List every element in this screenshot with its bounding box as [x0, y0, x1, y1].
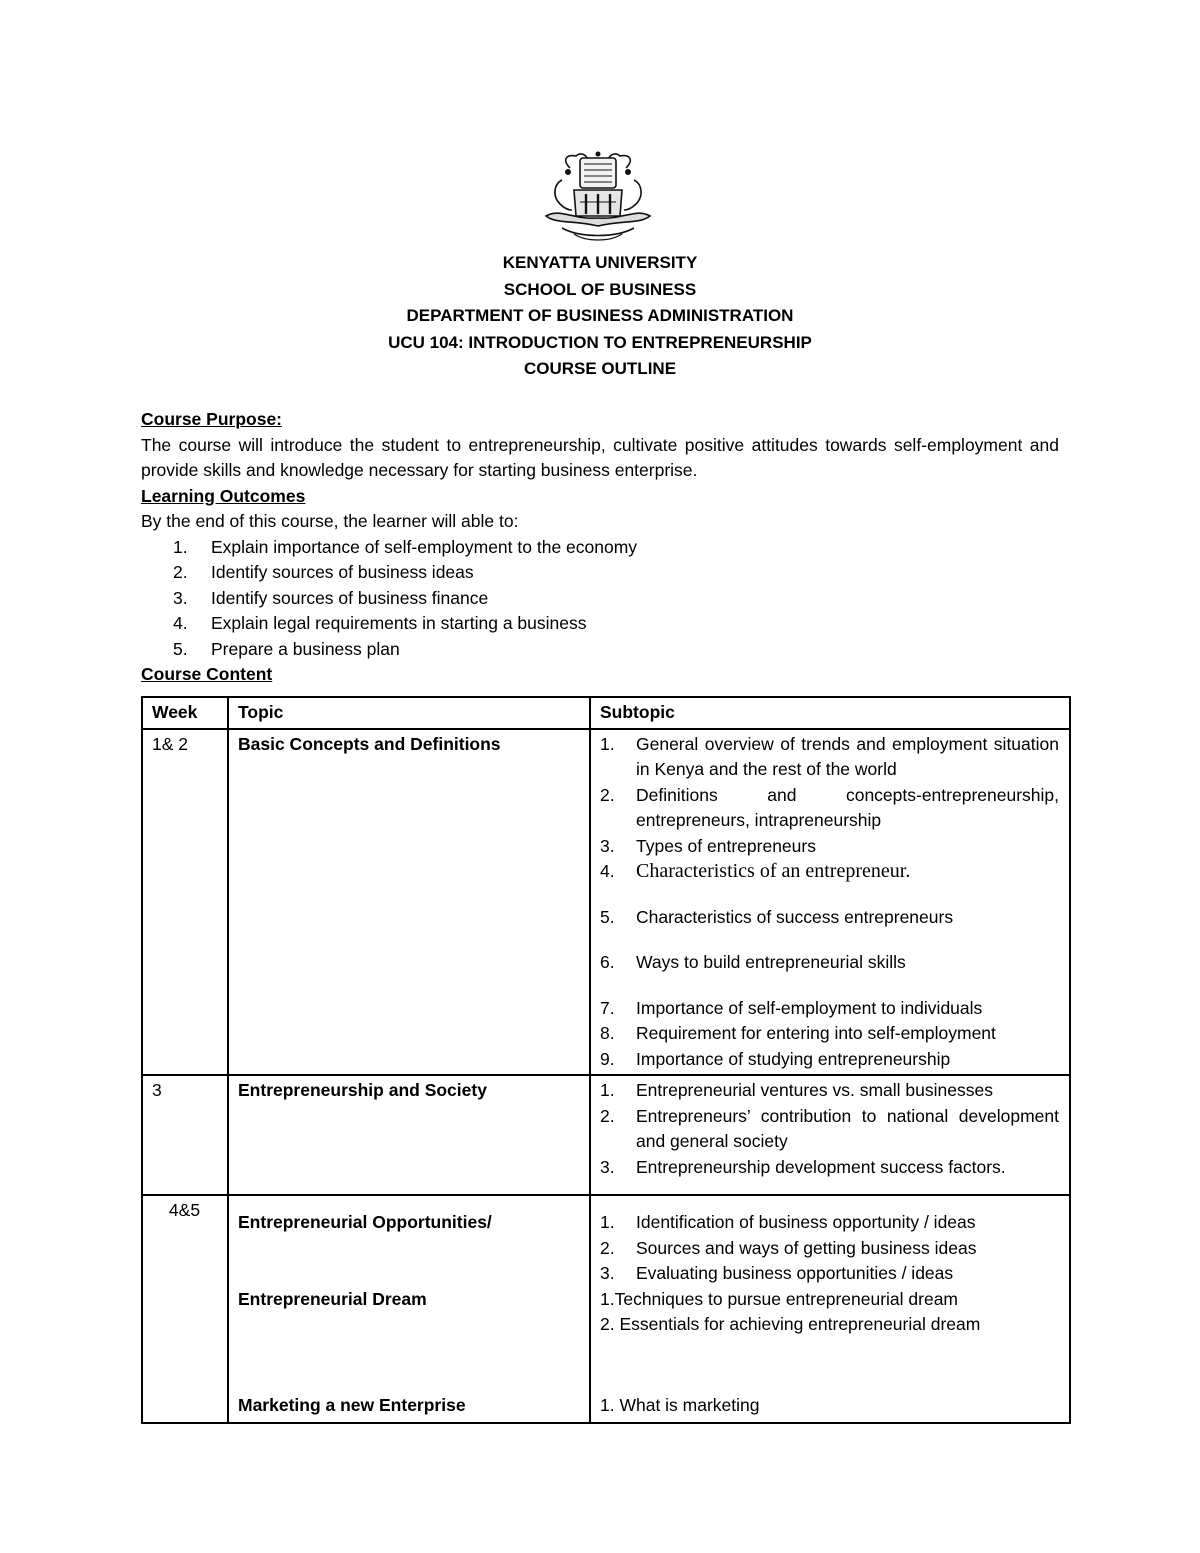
topic-cell: Entrepreneurship and Society: [228, 1075, 590, 1195]
topic-cell: [228, 1195, 590, 1423]
school-name: SCHOOL OF BUSINESS: [503, 279, 697, 299]
topic-marketing: Marketing a new Enterprise: [238, 1395, 466, 1415]
week-cell: 3: [142, 1075, 228, 1195]
subtopic-item: 3. Types of entrepreneurs: [600, 835, 816, 856]
table-header-row: [142, 697, 1070, 729]
subtopic-item: 1. General overview of trends and employment situation in Kenya and the rest of the world: [600, 733, 1059, 779]
subtopic-item: 5. Characteristics of success entrepreneurs: [600, 906, 954, 927]
table-row: [142, 1075, 1070, 1195]
subtopic-item: 4. Characteristics of an entrepreneur.: [600, 860, 911, 882]
course-purpose-heading: Course Purpose:: [141, 409, 282, 429]
document-type: COURSE OUTLINE: [523, 359, 677, 378]
university-name: KENYATTA UNIVERSITY: [502, 253, 698, 272]
subtopic-item: 8. Requirement for entering into self-employment: [600, 1023, 996, 1043]
week-cell: 4&5: [142, 1195, 228, 1423]
column-header-topic: Topic: [228, 697, 590, 729]
subtopic-item: 9. Importance of studying entrepreneurship: [600, 1048, 951, 1069]
course-content-table: [141, 696, 1071, 1424]
department-name: DEPARTMENT OF BUSINESS ADMINISTRATION: [406, 306, 794, 325]
document-header: [0, 250, 1200, 383]
subtopic-item: 2. Essentials for achieving entrepreneurial dream: [600, 1314, 981, 1334]
column-header-subtopic: Subtopic: [590, 697, 1070, 729]
subtopic-item: 7. Importance of self-employment to individuals: [600, 997, 983, 1018]
course-purpose-text: The course will introduce the student to entrepreneurship, cultivate positive attitudes towards self-employment and provide skills and knowledge necessary for starting business enterprise.: [141, 434, 1059, 480]
topic-dream: Entrepreneurial Dream: [238, 1288, 427, 1309]
course-content-heading: Course Content: [141, 664, 273, 684]
subtopic-item: 1.Techniques to pursue entrepreneurial dream: [600, 1288, 958, 1309]
list-item: 5. Prepare a business plan: [173, 638, 400, 659]
list-item: 4. Explain legal requirements in starting a business: [173, 613, 587, 633]
column-header-week: Week: [142, 697, 228, 729]
subtopic-item: 1. Identification of business opportunity / ideas: [600, 1212, 976, 1232]
learning-outcomes-list: [141, 535, 1059, 663]
document-body: [141, 407, 1059, 688]
subtopic-cell: [590, 1075, 1070, 1195]
subtopic-item: 2. Definitions and concepts-entrepreneurship, entrepreneurs, intrapreneurship: [600, 784, 1059, 830]
subtopic-item: 3. Entrepreneurship development success factors.: [600, 1156, 1006, 1177]
subtopic-item: 6. Ways to build entrepreneurial skills: [600, 952, 906, 972]
subtopic-item: 3. Evaluating business opportunities / ideas: [600, 1263, 954, 1283]
subtopic-item: 2. Sources and ways of getting business ideas: [600, 1237, 977, 1258]
university-crest-logo: [540, 150, 656, 246]
list-item: 2. Identify sources of business ideas: [173, 562, 474, 582]
subtopic-item: 1. What is marketing: [600, 1394, 760, 1415]
subtopic-item: 2. Entrepreneurs’ contribution to national development and general society: [600, 1105, 1059, 1151]
subtopic-item: 1. Entrepreneurial ventures vs. small businesses: [600, 1080, 993, 1100]
subtopic-cell: [590, 1195, 1070, 1423]
table-row: [142, 729, 1070, 1076]
subtopic-cell: [590, 729, 1070, 1076]
list-item: 1. Explain importance of self-employment to the economy: [173, 536, 638, 557]
table-row: [142, 1195, 1070, 1423]
week-cell: 1& 2: [142, 729, 228, 1076]
learning-outcomes-heading: Learning Outcomes: [141, 485, 306, 506]
topic-cell: Basic Concepts and Definitions: [228, 729, 590, 1076]
course-title: UCU 104: INTRODUCTION TO ENTREPRENEURSHIP: [388, 332, 812, 352]
learning-outcomes-intro: By the end of this course, the learner will able to:: [141, 511, 519, 531]
list-item: 3. Identify sources of business finance: [173, 587, 489, 608]
topic-opportunities: Entrepreneurial Opportunities/: [238, 1212, 492, 1232]
